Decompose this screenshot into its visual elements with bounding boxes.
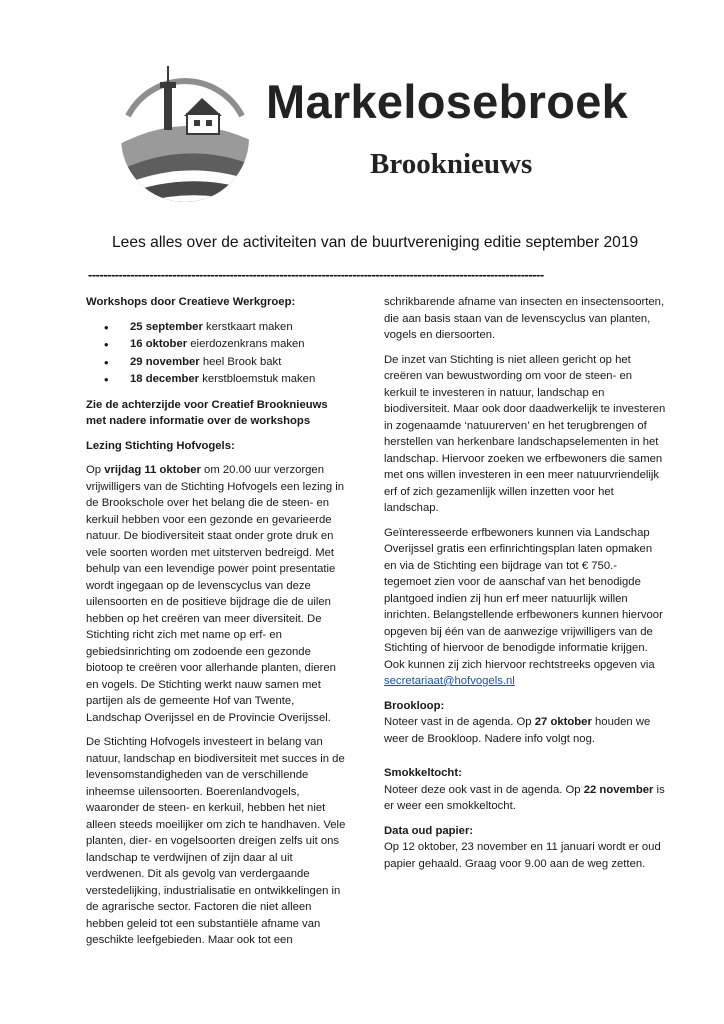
workshops-heading: Workshops door Creatieve Werkgroep: — [86, 296, 296, 308]
oud-papier-heading: Data oud papier: — [384, 824, 474, 837]
paragraph-erfbewoners: Geïnteresseerde erfbewoners kunnen via Landschap Overijssel gratis een erfinrichtingsplan laten opmaken en via de Stichting een bijdrage van tot € 750.- tegemoet zien voor de aanschaf van het benodigde plantgoed indien zij hun erf meer natuurlijk willen inrichten. Belangstellende erfbewoners kunnen hiervoor opgeven bij één van de aanwezige vrijwilligers van de Stichting of hiervoor de benodigde informatie krijgen. Ook kunnen zij zich hiervoor rechtstreeks opgeven via secretariaat@hofvogels.nl — [384, 526, 663, 687]
paragraph-continued: schrikbarende afname van insecten en insectensoorten, die aan basis staan van de levenscyclus van planten, vogels en diersoorten. — [384, 296, 665, 341]
list-item: • 16 oktober eierdozenkrans maken — [104, 336, 348, 354]
right-column — [384, 294, 666, 880]
workshops-list — [86, 319, 348, 389]
workshops-note: Zie de achterzijde voor Creatief Brooknieuws met nadere informatie over de workshops — [86, 398, 328, 427]
dashed-divider: ----------------------------------------------------------------------------------------------------------------------- — [88, 268, 544, 282]
paragraph-inzet: De inzet van Stichting is niet alleen gericht op het creëren van bewustwording om voor de steen- en kerkuil te investeren in natuur, landschap en biodiversiteit. Maar ook door daadwerkelijk te investeren in zogenaamde ‘natuurerven’ en het terugbrengen of herstellen van herkenbare landschapselementen in het landschap. Hiervoor zoeken we erfbewoners die samen met ons willen investeren in een meer natuurvriendelijk erf of zich gezamenlijk willen inzetten voor het landschap. — [384, 353, 666, 514]
email-link[interactable]: secretariaat@hofvogels.nl — [384, 675, 515, 687]
edition-headline: Lees alles over de activiteiten van de buurtvereniging editie september 2019 — [112, 234, 639, 251]
smokkeltocht-section: Smokkeltocht: Noteer deze ook vast in de agenda. Op 22 november is er weer een smokkeltocht. — [384, 767, 665, 812]
brookloop-section: Brookloop: Noteer vast in de agenda. Op 27 oktober houden we weer de Brookloop. Nadere info volgt nog. — [384, 699, 651, 745]
list-item: • 25 september kerstkaart maken — [104, 319, 348, 337]
left-column — [86, 294, 348, 957]
lezing-heading: Lezing Stichting Hofvogels: — [86, 439, 235, 452]
newsletter-subtitle: Brooknieuws — [370, 148, 533, 180]
brookloop-heading: Brookloop: — [384, 699, 445, 712]
list-item: • 29 november heel Brook bakt — [104, 354, 348, 372]
smokkeltocht-heading: Smokkeltocht: — [384, 767, 462, 779]
lezing-paragraph-2: De Stichting Hofvogels investeert in belang van natuur, landschap en biodiversiteit met succes in de levensomstandigheden van de verschillende inheemse uilensoorten. Boerenlandvogels, waaronder de steen- en kerkuil, hebben het niet alleen steeds moeilijker om zich te handhaven. Vele planten, dier- en vogelsoorten dreigen zelfs uit ons landschap te verdwijnen of zijn daar al uit verdwenen. Dit als gevolg van verdergaande verstedelijking, industrialisatie en ontwikkelingen in de agrarische sector. Factoren die niet alleen hebben geleid tot een substantiële afname van geschikte leefgebieden. Maar ook tot een — [86, 736, 346, 946]
newsletter-title: Markelosebroek — [266, 75, 629, 128]
list-item: • 18 december kerstbloemstuk maken — [104, 371, 348, 389]
oud-papier-section: Data oud papier: Op 12 oktober, 23 november en 11 januari wordt er oud papier gehaald. Graag voor 9.00 aan de weg zetten. — [384, 824, 661, 870]
markelosebroek-logo — [120, 58, 250, 218]
lezing-paragraph-1: Op vrijdag 11 oktober om 20.00 uur verzorgen vrijwilligers van de Stichting Hofvogels een lezing in de Brookschole over het belang die de steen- en kerkuil hebben voor een gezonde en gevarieerde natuur. De biodiversiteit staat onder grote druk en vele soorten worden met uitsterven bedreigd. Met behulp van een levendige power point presentatie wordt ingegaan op de levenscyclus van deze uilensoorten en de positieve bijdrage die de uilen hebben op het creëren van meer diversiteit. De Stichting richt zich met name op erf- en gebiedsinrichting om zodoende een gezonde biotoop te creëren voor allerhande planten, dieren en vogels. De Stichting werkt nauw samen met partijen als de gemeente Hof van Twente, Landschap Overijssel en de Provincie Overijssel. — [86, 464, 345, 724]
